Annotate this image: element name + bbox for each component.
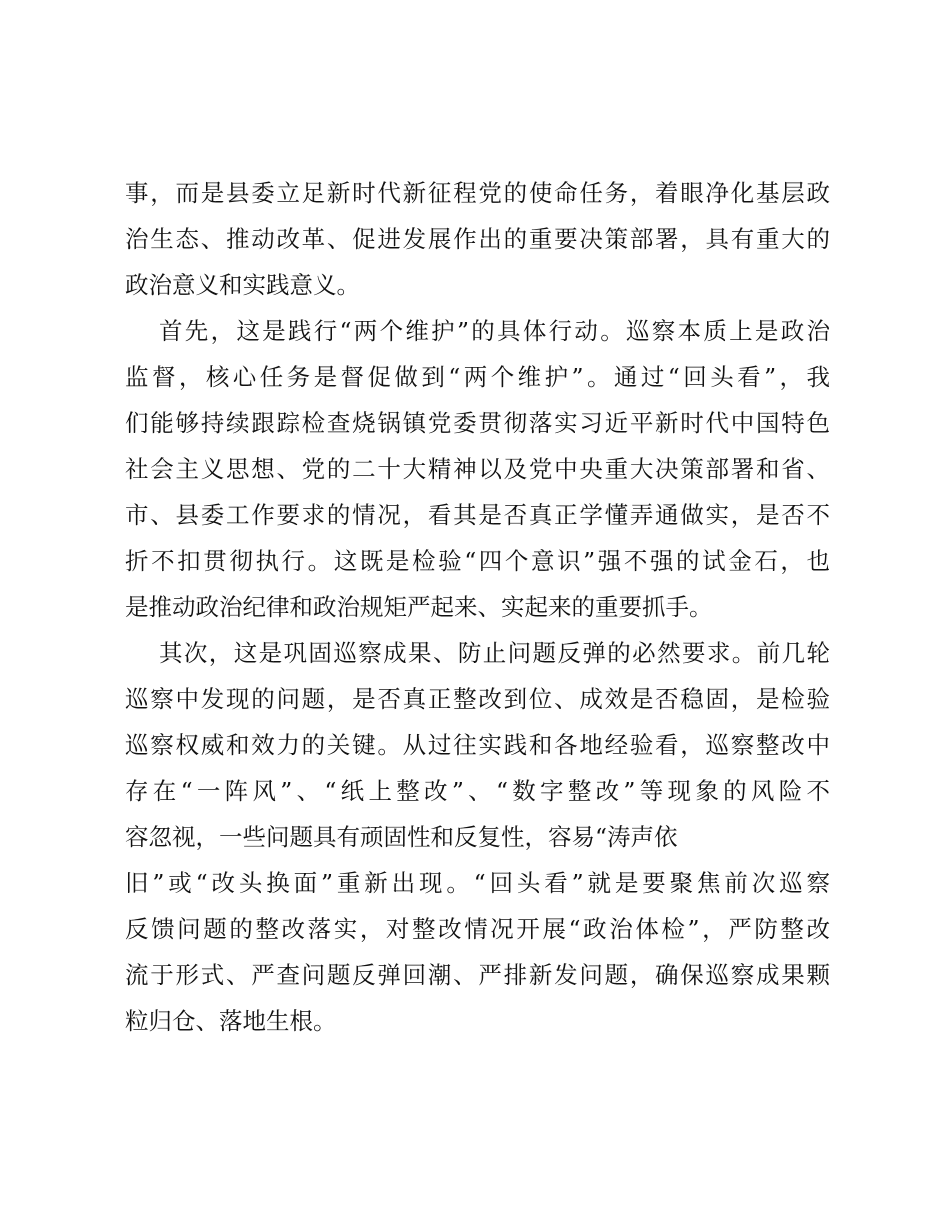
text-line: 们能够持续跟踪检查烧锅镇党委贯彻落实习近平新时代中国特色 <box>125 409 830 437</box>
body-text <box>125 170 830 1044</box>
text-line: 巡察中发现的问题，是否真正整改到位、成效是否稳固，是检验 <box>125 685 830 713</box>
text-line: 治生态、推动改革、促进发展作出的重要决策部署，具有重大的 <box>125 225 830 253</box>
text-line: 社会主义思想、党的二十大精神以及党中央重大决策部署和省、 <box>125 455 830 483</box>
text-line: 是推动政治纪律和政治规矩严起来、实起来的重要抓手。 <box>125 593 713 621</box>
text-line: 流于形式、严查问题反弹回潮、严排新发问题，确保巡察成果颗 <box>125 961 830 989</box>
text-line: 反馈问题的整改落实，对整改情况开展“政治体检”，严防整改 <box>125 915 830 943</box>
text-line: 政治意义和实践意义。 <box>125 271 360 299</box>
text-line: 其次，这是巩固巡察成果、防止问题反弹的必然要求。前几轮 <box>159 639 830 667</box>
text-line: 粒归仓、落地生根。 <box>125 1007 337 1035</box>
text-line: 容忽视，一些问题具有顽固性和反复性，容易“涛声依 <box>125 823 678 851</box>
text-line: 监督，核心任务是督促做到“两个维护”。通过“回头看”，我 <box>125 363 830 391</box>
text-line: 存在“一阵风”、“纸上整改”、“数字整改”等现象的风险不 <box>125 777 830 805</box>
text-line: 折不扣贯彻执行。这既是检验“四个意识”强不强的试金石，也 <box>125 547 830 575</box>
text-line: 市、县委工作要求的情况，看其是否真正学懂弄通做实，是否不 <box>125 501 830 529</box>
text-line: 巡察权威和效力的关键。从过往实践和各地经验看，巡察整改中 <box>125 731 830 759</box>
text-line: 首先，这是践行“两个维护”的具体行动。巡察本质上是政治 <box>159 317 830 345</box>
text-line: 旧”或“改头换面”重新出现。“回头看”就是要聚焦前次巡察 <box>125 869 830 897</box>
text-line: 事，而是县委立足新时代新征程党的使命任务，着眼净化基层政 <box>125 179 830 207</box>
